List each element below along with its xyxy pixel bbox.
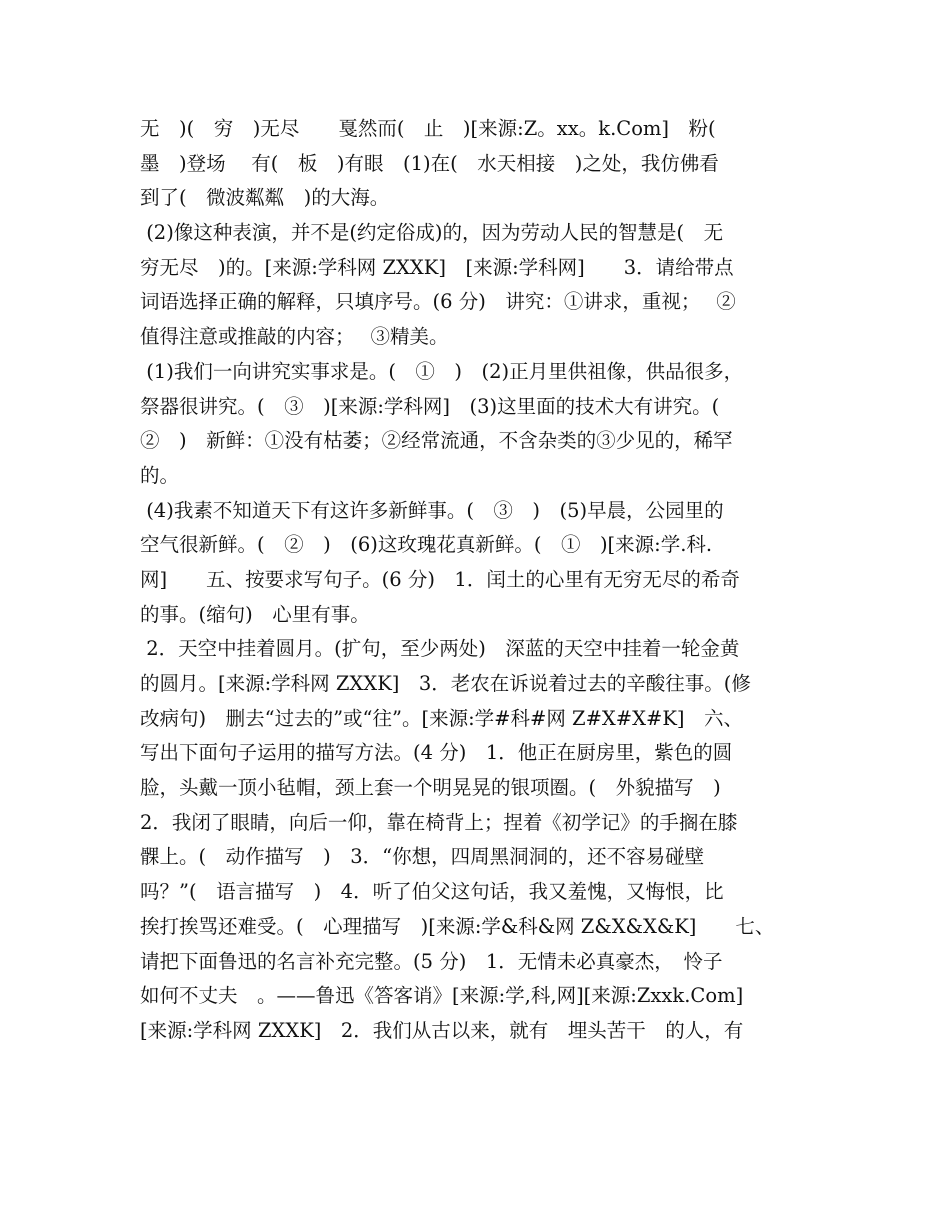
text-line: 穷无尽 )的。[来源:学科网 ZXXK] [来源:学科网] 3．请给带点 — [140, 255, 734, 279]
text-line: 祭器很讲究。( ③ )[来源:学科网] (3)这里面的技术大有讲究。( — [140, 394, 720, 418]
text-line: 的事。(缩句) 心里有事。 — [140, 602, 370, 626]
text-line: (4)我素不知道天下有这许多新鲜事。( ③ ) (5)早晨，公园里的 — [140, 498, 724, 522]
text-line: 值得注意或推敲的内容； ③精美。 — [140, 325, 449, 349]
text-line: 髁上。( 动作描写 ) 3．“你想，四周黑洞洞的，还不容易碰壁 — [140, 845, 705, 869]
document-body — [140, 112, 830, 1049]
text-line: (2)像这种表演，并不是(约定俗成)的，因为劳动人民的智慧是( 无 — [140, 221, 724, 245]
text-line: [来源:学科网 ZXXK] 2．我们从古以来，就有 埋头苦干 的人，有 — [140, 1018, 744, 1042]
text-line: 空气很新鲜。( ② ) (6)这玫瑰花真新鲜。( ① )[来源:学.科. — [140, 533, 713, 557]
text-line: 词语选择正确的解释，只填序号。(6 分) 讲究：①讲求，重视； ② — [140, 290, 736, 314]
text-line: 如何不丈夫 。——鲁迅《答客诮》[来源:学,科,网][来源:Zxxk.Com] — [140, 984, 744, 1008]
text-line: 2．我闭了眼睛，向后一仰，靠在椅背上；捏着《初学记》的手搁在膝 — [140, 810, 738, 834]
text-line: 到了( 微波粼粼 )的大海。 — [140, 186, 390, 210]
text-line: (1)我们一向讲究实事求是。( ① ) (2)正月里供祖像，供品很多， — [140, 359, 744, 383]
text-line: 的。 — [140, 463, 180, 487]
text-line: 网] 五、按要求写句子。(6 分) 1．闰土的心里有无穷无尽的希奇 — [140, 567, 740, 591]
text-line: 的圆月。[来源:学科网 ZXXK] 3．老农在诉说着过去的辛酸往事。(修 — [140, 672, 751, 695]
text-line: 改病句) 删去“过去的”或“往”。[来源:学#科#网 Z#X#X#K] 六、 — [140, 706, 744, 730]
text-line: 无 )( 穷 )无尽 戛然而( 止 )[来源:Z。xx。k.Com] 粉( — [140, 117, 716, 140]
text-line: 挨打挨骂还难受。( 心理描写 )[来源:学&科&网 Z&X&X&K] 七、 — [140, 914, 775, 938]
text-line: ② ) 新鲜：①没有枯萎；②经常流通，不含杂类的③少见的，稀罕 — [140, 429, 733, 453]
text-line: 吗？”( 语言描写 ) 4．听了伯父这句话，我又羞愧，又悔恨，比 — [140, 880, 724, 904]
text-line: 写出下面句子运用的描写方法。(4 分) 1．他正在厨房里，紫色的圆 — [140, 741, 733, 765]
text-line: 脸，头戴一顶小毡帽，颈上套一个明晃晃的银项圈。( 外貌描写 ) — [140, 776, 721, 800]
text-line: 2．天空中挂着圆月。(扩句，至少两处) 深蓝的天空中挂着一轮金黄 — [140, 637, 740, 661]
text-line: 墨 )登场 有( 板 )有眼 (1)在( 水天相接 )之处，我仿佛看 — [140, 151, 719, 175]
text-line: 请把下面鲁迅的名言补充完整。(5 分) 1．无情未必真豪杰， 怜子 — [140, 949, 723, 973]
